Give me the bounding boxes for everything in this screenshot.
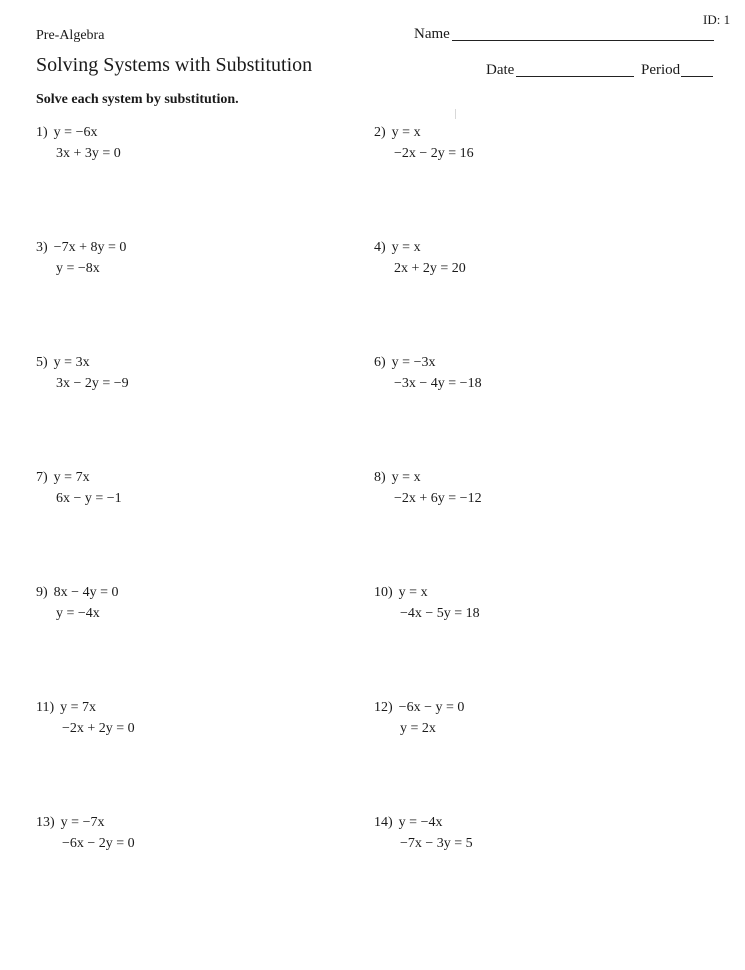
equation-2: −2x + 2y = 0 [62,721,135,736]
equation-2: −2x − 2y = 16 [394,146,474,161]
equation-2: 3x − 2y = −9 [56,376,129,391]
equation-2: 3x + 3y = 0 [56,146,121,161]
equation-1: y = x [391,125,421,140]
problem-9 [36,582,118,624]
equation-2: y = −8x [56,261,100,276]
problem-6 [374,352,482,394]
problem-number: 4) [374,240,386,255]
problem-number: 11) [36,700,55,715]
page-title: Solving Systems with Substitution [36,54,313,76]
problem-2 [374,122,474,164]
problem-number: 9) [36,585,48,600]
problem-number: 3) [36,240,48,255]
equation-1: y = x [391,240,421,255]
period-field[interactable] [641,61,713,79]
equation-1: y = −6x [53,125,98,140]
problem-number: 5) [36,355,48,370]
equation-2: y = 2x [400,721,436,736]
problem-number: 6) [374,355,386,370]
problem-13 [36,812,135,854]
problem-number: 14) [374,815,393,830]
equation-1: −7x + 8y = 0 [53,240,127,255]
equation-1: 8x − 4y = 0 [53,585,119,600]
problem-7 [36,467,122,509]
equation-2: −6x − 2y = 0 [62,836,135,851]
scan-mark [455,109,456,119]
problem-10 [374,582,480,624]
equation-1: y = −7x [60,815,105,830]
problem-number: 12) [374,700,393,715]
period-label: Period [641,62,681,78]
equation-1: y = −3x [391,355,436,370]
problem-number: 1) [36,125,48,140]
problem-number: 10) [374,585,393,600]
problem-14 [374,812,473,854]
problem-5 [36,352,129,394]
problem-12 [374,697,464,739]
worksheet-id: ID: 1 [703,12,731,27]
date-blank[interactable] [516,61,634,77]
problem-11 [36,697,135,739]
equation-2: 2x + 2y = 20 [394,261,466,276]
problem-number: 7) [36,470,48,485]
problem-number: 13) [36,815,55,830]
problem-number: 8) [374,470,386,485]
equation-1: y = 7x [60,700,97,715]
name-label: Name [414,26,450,42]
problem-4 [374,237,466,279]
period-blank[interactable] [681,61,713,77]
problem-1 [36,122,121,164]
equation-2: −2x + 6y = −12 [394,491,482,506]
equation-1: y = x [398,585,428,600]
date-field[interactable] [486,61,634,79]
equation-1: y = 7x [53,470,90,485]
instructions: Solve each system by substitution. [36,92,239,107]
equation-1: y = −4x [398,815,443,830]
problem-number: 2) [374,125,386,140]
equation-1: y = 3x [53,355,90,370]
name-field[interactable] [414,25,714,43]
problem-3 [36,237,126,279]
equation-1: −6x − y = 0 [398,700,465,715]
equation-2: −4x − 5y = 18 [400,606,480,621]
equation-2: −3x − 4y = −18 [394,376,482,391]
problem-8 [374,467,482,509]
equation-2: 6x − y = −1 [56,491,122,506]
equation-1: y = x [391,470,421,485]
date-label: Date [486,62,515,78]
name-blank[interactable] [452,25,714,41]
course-name: Pre-Algebra [36,28,105,43]
equation-2: y = −4x [56,606,100,621]
equation-2: −7x − 3y = 5 [400,836,473,851]
